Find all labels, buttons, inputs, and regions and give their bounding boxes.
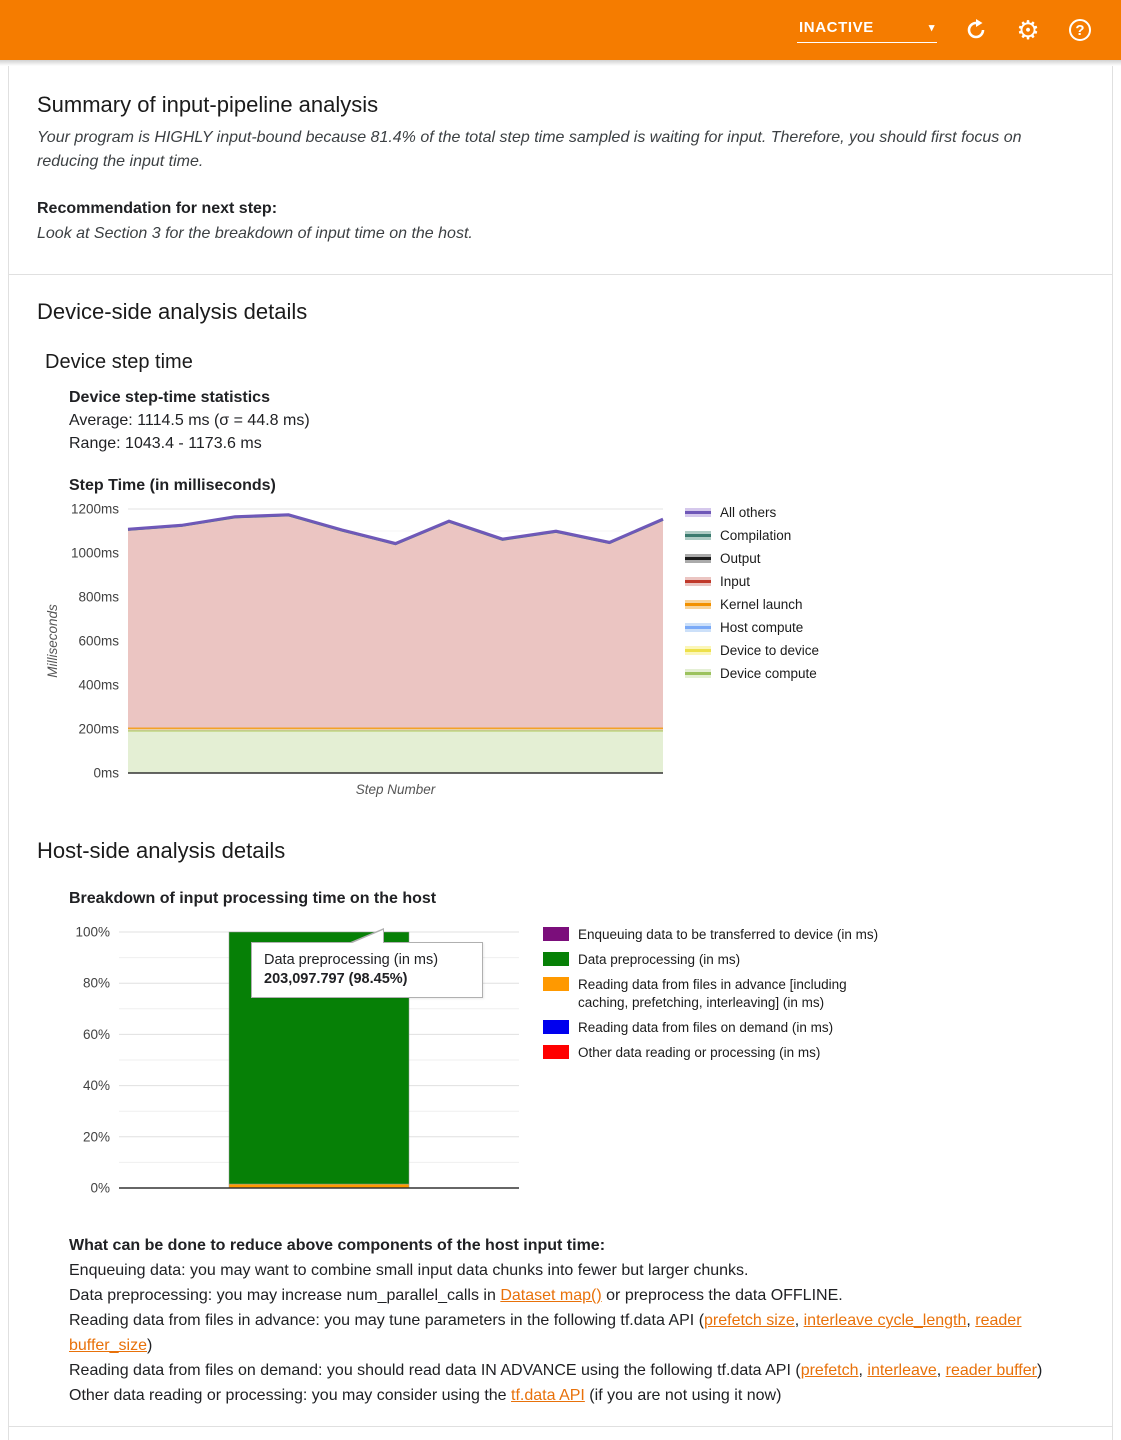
reader-buffer-link[interactable]: reader buffer (945, 1362, 1037, 1379)
step-time-chart-title: Step Time (in milliseconds) (69, 477, 276, 494)
svg-text:Milliseconds: Milliseconds (45, 604, 60, 678)
advice-block (69, 1233, 1084, 1408)
legend-swatch (685, 623, 711, 632)
legend-swatch (685, 577, 711, 586)
advice-text: Reading data from files in advance: you may tune parameters in the following tf.data API ( (69, 1312, 705, 1329)
advice-text: Enqueuing data: you may want to combine small input data chunks into fewer but larger chunks. (69, 1262, 749, 1279)
host-chart-title: Breakdown of input processing time on the host (69, 890, 437, 907)
host-section (9, 808, 1112, 1408)
svg-text:1200ms: 1200ms (70, 501, 119, 517)
advice-line (69, 1283, 1084, 1308)
advice-text: Other data reading or processing: you may consider using the (69, 1387, 512, 1404)
advice-line (69, 1258, 1084, 1283)
help-icon: ? (1069, 19, 1091, 41)
legend-swatch (685, 554, 711, 563)
legend-swatch (685, 508, 711, 517)
advice-text: , (966, 1312, 976, 1329)
advice-text: , (936, 1362, 946, 1379)
advice-text: ) (1036, 1362, 1043, 1379)
svg-text:0%: 0% (90, 1180, 110, 1196)
legend-label: Other data reading or processing (in ms) (578, 1045, 821, 1060)
legend-item-compilation (685, 528, 819, 543)
stats-heading: Device step-time statistics (69, 389, 270, 406)
gear-icon: ⚙ (1016, 15, 1040, 45)
refresh-button[interactable] (963, 17, 989, 43)
legend-item-all-others (685, 505, 819, 520)
summary-title: Summary of input-pipeline analysis (37, 92, 379, 117)
interleave-cycle-length-link[interactable]: interleave cycle_length (803, 1312, 967, 1329)
settings-button[interactable] (1015, 17, 1041, 43)
advice-text: , (858, 1362, 868, 1379)
legend-swatch (543, 1045, 569, 1059)
legend-item-other-data-reading-or-processing-in-ms (543, 1044, 883, 1062)
legend-label: Host compute (720, 620, 804, 635)
svg-text:600ms: 600ms (78, 633, 119, 649)
advice-line (69, 1308, 1084, 1358)
legend-label: All others (720, 505, 777, 520)
legend-swatch (685, 600, 711, 609)
legend-swatch (543, 977, 569, 991)
device-step-time-stats (69, 386, 1084, 455)
host-chart-legend (543, 918, 883, 1069)
summary-body: Your program is HIGHLY input-bound because 81.4% of the total step time sampled is waiting for input. Therefore, you should first focus on reducing the input time. (37, 129, 1022, 170)
legend-item-kernel-launch (685, 597, 819, 612)
legend-swatch (543, 1020, 569, 1034)
svg-text:40%: 40% (82, 1078, 110, 1094)
advice-line (69, 1383, 1084, 1408)
content-card (8, 66, 1113, 1440)
svg-text:800ms: 800ms (78, 589, 119, 605)
device-section (9, 275, 1112, 808)
step-time-chart[interactable] (43, 501, 671, 808)
legend-label: Reading data from files on demand (in ms) (578, 1020, 834, 1035)
advice-text: Data preprocessing: you may increase num_parallel_calls in (69, 1287, 501, 1304)
legend-swatch (543, 927, 569, 941)
legend-item-device-compute (685, 666, 819, 681)
device-step-time-heading: Device step time (45, 351, 193, 373)
advice-text: or preprocess the data OFFLINE. (601, 1287, 843, 1304)
legend-label: Reading data from files in advance [including caching, prefetching, interleaving] (in ms) (578, 977, 847, 1010)
interleave-link[interactable]: interleave (867, 1362, 937, 1379)
legend-item-enqueuing-data-to-be-transferred-to-devi (543, 926, 883, 944)
legend-item-input (685, 574, 819, 589)
prefetch-link[interactable]: prefetch (800, 1362, 859, 1379)
advice-heading: What can be done to reduce above components of the host input time: (69, 1237, 606, 1254)
advice-text: , (794, 1312, 804, 1329)
reader-buffer-size-link[interactable]: reader buffer_size (69, 1312, 1022, 1354)
prefetch-size-link[interactable]: prefetch size (704, 1312, 795, 1329)
legend-item-reading-data-from-files-in-advance-inclu (543, 976, 883, 1012)
recommendation-heading: Recommendation for next step: (37, 200, 278, 217)
bottom-divider (9, 1426, 1112, 1436)
legend-label: Enqueuing data to be transferred to device (in ms) (578, 927, 879, 942)
stats-average: Average: 1114.5 ms (σ = 44.8 ms) (69, 412, 310, 429)
svg-text:100%: 100% (75, 924, 110, 940)
svg-text:60%: 60% (82, 1026, 110, 1042)
dataset-map-link[interactable]: Dataset map() (500, 1287, 602, 1304)
help-button[interactable] (1067, 17, 1093, 43)
legend-label: Device compute (720, 666, 817, 681)
legend-label: Compilation (720, 528, 792, 543)
svg-text:200ms: 200ms (78, 721, 119, 737)
chevron-down-icon: ▾ (928, 22, 935, 34)
legend-label: Device to device (720, 643, 820, 658)
legend-label: Input (720, 574, 751, 589)
stats-range: Range: 1043.4 - 1173.6 ms (69, 435, 262, 452)
step-time-chart-legend (685, 501, 819, 689)
legend-item-host-compute (685, 620, 819, 635)
legend-label: Kernel launch (720, 597, 803, 612)
host-section-title: Host-side analysis details (37, 838, 286, 863)
advice-line (69, 1358, 1084, 1383)
legend-item-reading-data-from-files-on-demand-in-ms (543, 1019, 883, 1037)
legend-swatch (685, 531, 711, 540)
svg-text:20%: 20% (82, 1129, 110, 1145)
chart-tooltip (251, 942, 483, 998)
status-dropdown[interactable] (797, 17, 937, 43)
svg-text:1000ms: 1000ms (70, 545, 119, 561)
app-header (0, 0, 1121, 60)
svg-text:0ms: 0ms (93, 765, 119, 781)
svg-text:Step Number: Step Number (355, 782, 436, 797)
tooltip-label: Data preprocessing (in ms) (264, 952, 439, 968)
advice-text: ) (146, 1337, 153, 1354)
svg-text:400ms: 400ms (78, 677, 119, 693)
status-dropdown-value: INACTIVE (799, 19, 874, 36)
advice-text: (if you are not using it now) (584, 1387, 782, 1404)
summary-section (9, 66, 1112, 274)
tf-data-api-link[interactable]: tf.data API (511, 1387, 585, 1404)
legend-label: Output (720, 551, 761, 566)
legend-item-device-to-device (685, 643, 819, 658)
advice-text: Reading data from files on demand: you should read data IN ADVANCE using the following tf.data API ( (69, 1362, 801, 1379)
legend-item-output (685, 551, 819, 566)
refresh-icon (964, 18, 988, 42)
legend-item-data-preprocessing-in-ms (543, 951, 883, 969)
tooltip-value: 203,097.797 (98.45%) (264, 971, 408, 987)
legend-swatch (685, 646, 711, 655)
legend-label: Data preprocessing (in ms) (578, 952, 741, 967)
svg-text:80%: 80% (82, 975, 110, 991)
legend-swatch (685, 669, 711, 678)
recommendation-body: Look at Section 3 for the breakdown of input time on the host. (37, 225, 473, 242)
legend-swatch (543, 952, 569, 966)
device-section-title: Device-side analysis details (37, 299, 308, 324)
